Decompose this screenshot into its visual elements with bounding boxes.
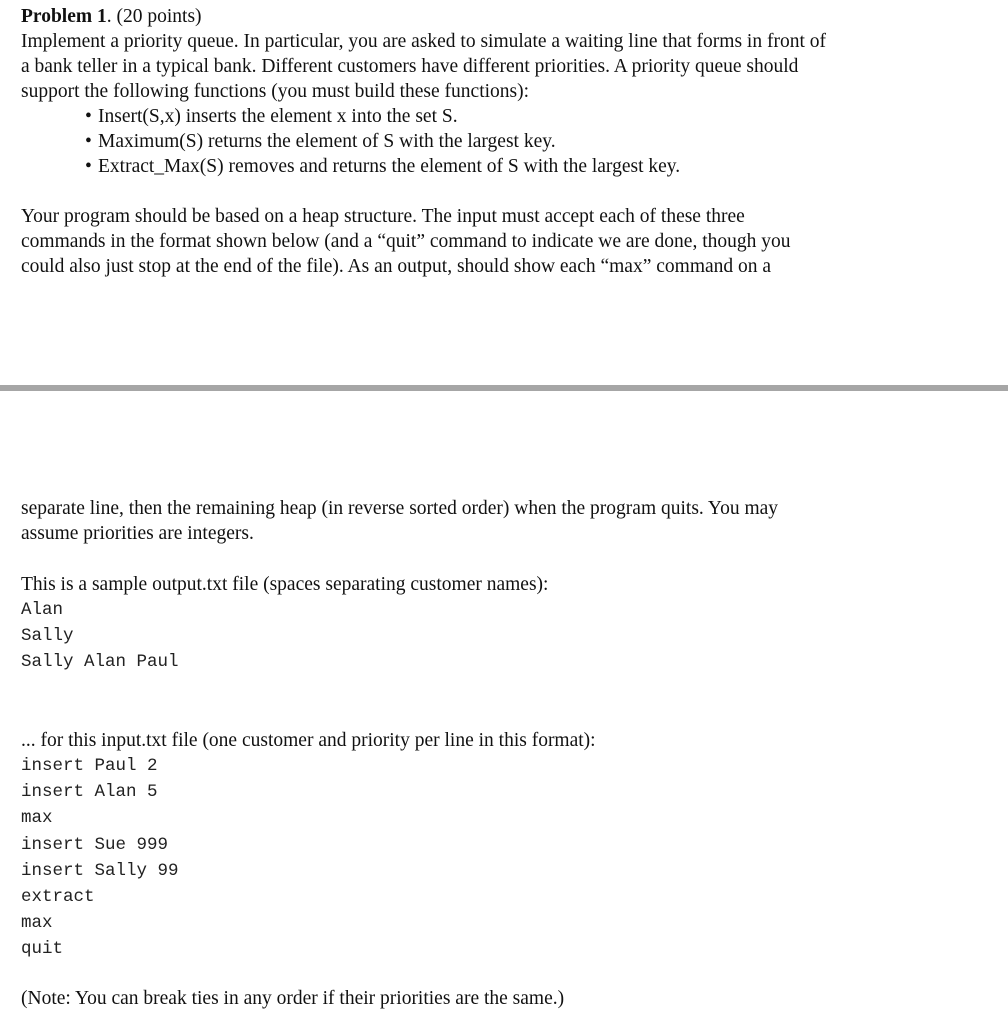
output-intro-text: This is a sample output.txt file (spaces separating customer names): <box>21 574 549 595</box>
page-divider <box>0 385 1008 391</box>
list-item <box>85 154 680 179</box>
paragraph-output <box>21 496 981 546</box>
paragraph-line: separate line, then the remaining heap (in reverse sorted order) when the program quits. You may <box>21 498 779 519</box>
paragraph-line: commands in the format shown below (and a “quit” command to indicate we are done, though you <box>21 231 791 252</box>
problem-points: . (20 points) <box>106 6 202 27</box>
sample-output <box>21 597 981 676</box>
paragraph-line: Your program should be based on a heap structure. The input must accept each of these three <box>21 206 745 227</box>
code-line: insert Alan 5 <box>21 782 158 803</box>
paragraph-line: assume priorities are integers. <box>21 523 254 544</box>
list-item <box>85 129 680 154</box>
problem-title: Problem 1 <box>21 6 107 27</box>
paragraph-line: could also just stop at the end of the file). As an output, should show each “max” command on a <box>21 256 772 277</box>
note <box>21 986 981 1011</box>
intro-line: a bank teller in a typical bank. Different customers have different priorities. A priority queue should <box>21 56 799 77</box>
code-line: insert Sue 999 <box>21 834 169 855</box>
function-extract-max: Extract_Max(S) removes and returns the element of S with the largest key. <box>98 156 681 177</box>
bullet-icon: • <box>85 131 92 152</box>
problem-heading <box>21 4 981 29</box>
code-line: quit <box>21 939 64 960</box>
intro-line: support the following functions (you must build these functions): <box>21 81 530 102</box>
code-line: Sally Alan Paul <box>21 652 179 673</box>
function-maximum: Maximum(S) returns the element of S with the largest key. <box>98 131 556 152</box>
code-line: Alan <box>21 600 64 620</box>
output-intro <box>21 572 981 597</box>
intro-line: Implement a priority queue. In particular, you are asked to simulate a waiting line that forms in front of <box>21 31 826 52</box>
input-intro-text: ... for this input.txt file (one customer and priority per line in this format): <box>21 730 596 751</box>
paragraph-heap <box>21 204 981 279</box>
code-line: max <box>21 808 53 829</box>
input-intro <box>21 728 981 753</box>
function-list <box>85 104 680 179</box>
code-line: Sally <box>21 626 74 647</box>
list-item <box>85 104 680 129</box>
note-text: (Note: You can break ties in any order if their priorities are the same.) <box>21 988 565 1009</box>
code-line: insert Paul 2 <box>21 756 158 776</box>
code-line: insert Sally 99 <box>21 860 179 881</box>
code-line: extract <box>21 887 95 908</box>
bullet-icon: • <box>85 106 92 127</box>
problem-section <box>21 4 981 104</box>
bullet-icon: • <box>85 156 92 177</box>
sample-input <box>21 753 981 963</box>
code-line: max <box>21 913 53 934</box>
function-insert: Insert(S,x) inserts the element x into the set S. <box>98 106 458 127</box>
